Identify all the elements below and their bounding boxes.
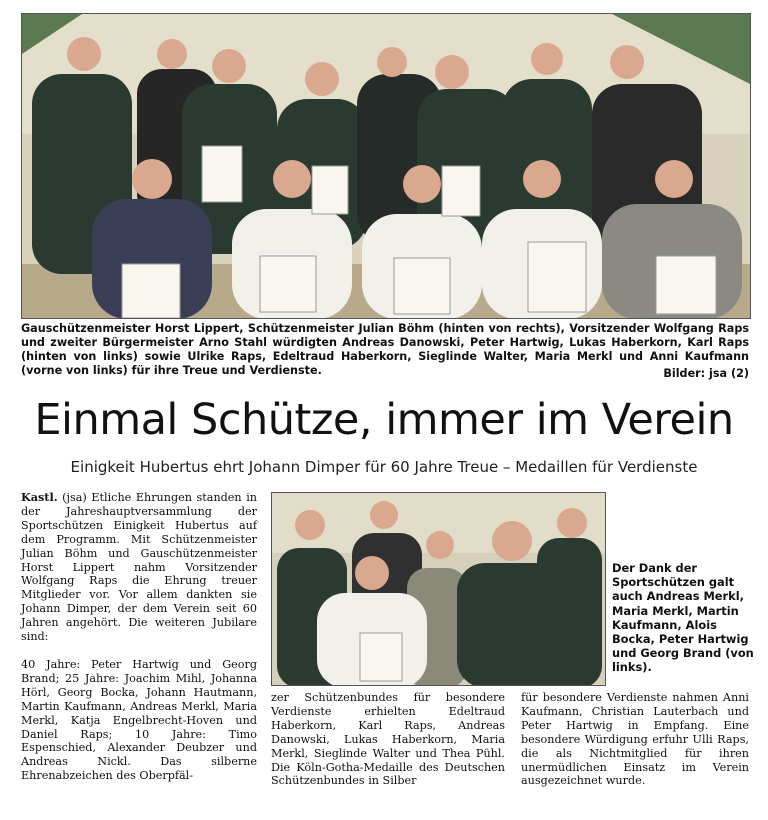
- top-photo-caption-text: Gauschützenmeister Horst Lippert, Schützenmeister Julian Böhm (hinten von rechts), Vorsitzender Wolfgang Raps und zweiter Bürgermeister Arno Stahl würdigten Andreas Danowski, Peter Hartwig, Lukas Haberkorn, Karl Raps (hinten von links) sowie Ulrike Raps, Edeltraud Haberkorn, Sieglinde Walter, Maria Merkl und Anni Kaufmann (vorne von links) für ihre Treue und Verdienste.: [21, 322, 749, 377]
- photo-credit: [21, 366, 749, 380]
- photo-credit-text: Bilder: jsa (2): [663, 367, 749, 380]
- photo-additional-honorees: [271, 492, 606, 686]
- article-column-1: [21, 491, 257, 797]
- group-photo-illustration: [22, 14, 750, 318]
- group-photo-honorees: [21, 13, 751, 319]
- article-column-2: zer Schützenbundes für besondere Verdienste erhielten Edeltraud Haberkorn, Karl Raps, Andreas Danowski, Lukas Haberkorn, Maria Merkl, Sieglinde Walter und Thea Pühl. Die Köln-Gotha-Medaille des Deutschen Schützenbundes in Silber: [271, 691, 505, 788]
- article-column-3: für besondere Verdienste nahmen Anni Kaufmann, Christian Lauterbach und Peter Hartwig in Empfang. Eine besondere Würdigung erfuhr Ulli Raps, die als Nichtmitglied für ihren unermüdlichen Einsatz im Verein ausgezeichnet wurde.: [521, 691, 749, 788]
- headline: Einmal Schütze, immer im Verein: [34, 395, 734, 445]
- additional-honorees-illustration: [272, 493, 605, 685]
- article-intro-text: (jsa) Etliche Ehrungen standen in der Jahreshauptversammlung der Sportschützen Einigkeit Hubertus auf dem Programm. Mit Schützenmeister Julian Böhm und Gauschützenmeister Horst Lippert nahm Vorsitzender Wolfgang Raps die Ehrung treuer Mitglieder vor. Vor allem dankten sie Johann Dimper, der dem Verein seit 60 Jahren angehört. Die weiteren Jubilare sind:: [21, 491, 257, 644]
- mid-photo-caption: Der Dank der Sportschützen galt auch Andreas Merkl, Maria Merkl, Martin Kaufmann, Alois Bocka, Peter Hartwig und Georg Brand (von links).: [612, 561, 754, 675]
- article-paragraph-jubilees: 40 Jahre: Peter Hartwig und Georg Brand; 25 Jahre: Joachim Mihl, Johanna Hörl, Georg Bocka, Johann Hautmann, Martin Kaufmann, Andreas Merkl, Maria Merkl, Katja Engelbrecht-Hoven und Daniel Raps; 10 Jahre: Timo Espenschied, Alexander Deubzer und Andreas Nickl. Das silberne Ehrenabzeichen des Oberpfäl-: [21, 657, 257, 783]
- dateline: Kastl.: [21, 490, 58, 504]
- article-paragraph-intro: [21, 491, 257, 644]
- subheadline: Einigkeit Hubertus ehrt Johann Dimper für 60 Jahre Treue – Medaillen für Verdienste: [70, 458, 698, 476]
